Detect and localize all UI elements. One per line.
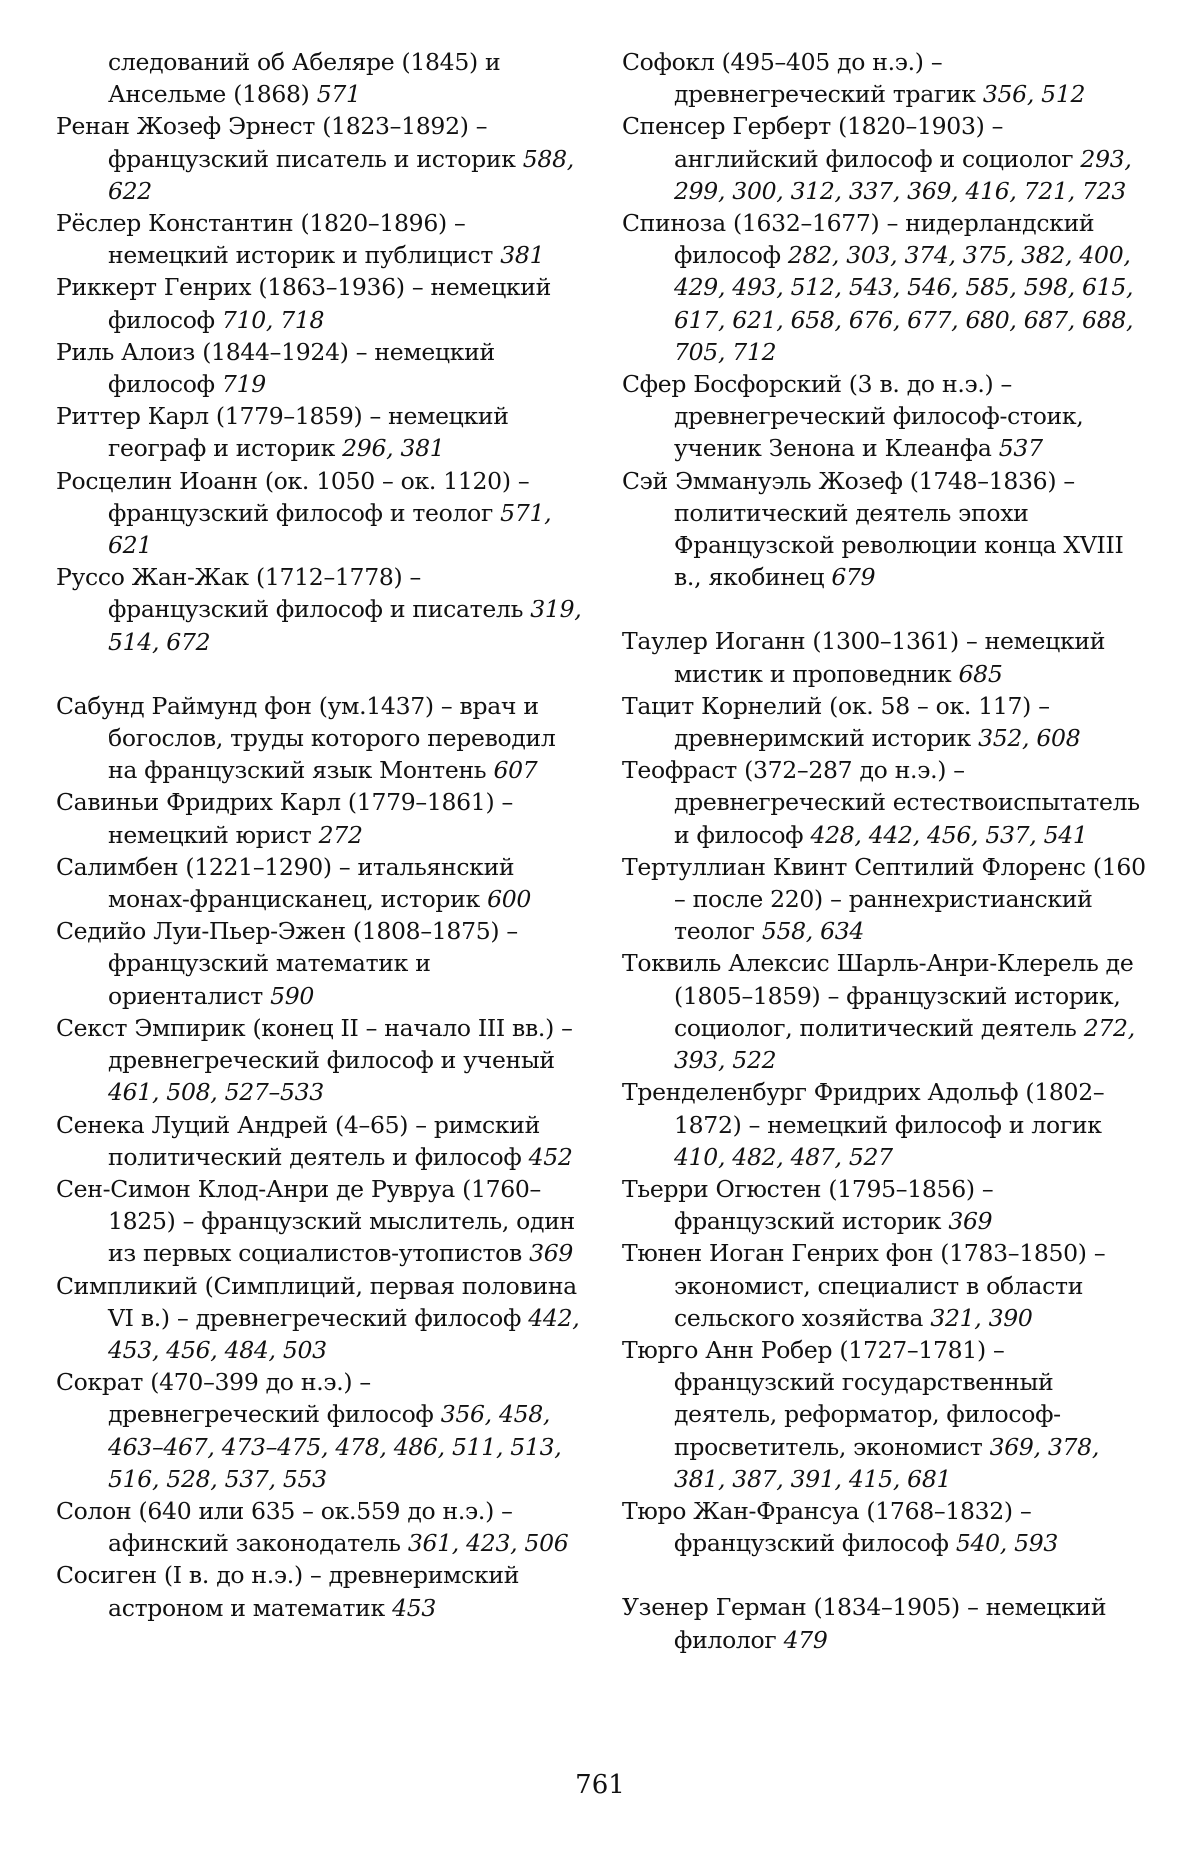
index-entry-text: Сен-Симон Клод-Анри де Рувруа (1760–1825) – французский мыслитель, один из первых социалистов-утопистов [56,1174,575,1268]
index-entry [622,1173,1148,1237]
index-entry-text: следований об Абеляре (1845) и Ансельме (1868) [108,48,501,109]
index-entry-pages: 607 [493,756,538,785]
index-entry-pages: 356, 512 [982,80,1086,109]
index-entry-pages: 321, 390 [930,1303,1033,1332]
index-entry [56,786,584,850]
index-entry-text: Спиноза (1632–1677) – нидерландский философ [622,209,1095,270]
index-entry-text: Ренан Жозеф Эрнест (1823–1892) – французский писатель и историк [56,112,516,173]
index-entry-pages: 319, 514, 672 [108,595,582,656]
index-entry-pages: 369, 378, 381, 387, 391, 415, 681 [674,1432,1099,1493]
index-entry [56,207,584,271]
index-entry-pages: 272 [318,820,363,849]
index-entry [56,915,584,1012]
index-entry [56,1270,584,1367]
index-entry [622,947,1148,1076]
index-column-left [56,46,584,1624]
index-entry [56,1173,584,1270]
index-entry-text: Сократ (470–399 до н.э.) – древнегреческий философ [56,1368,434,1429]
page-number: 761 [575,1770,625,1800]
index-entry [622,690,1148,754]
index-entry [622,1076,1148,1173]
index-entry-text: Токвиль Алексис Шарль-Анри-Клерель де (1805–1859) – французский историк, социолог, политический деятель [622,949,1134,1042]
section-gap [622,1559,1148,1591]
index-entry-text: Тюрго Анн Робер (1727–1781) – французский государственный деятель, реформатор, философ-просветитель, экономист [622,1335,1061,1461]
index-entry-text: Сабунд Раймунд фон (ум.1437) – врач и богослов, труды которого переводил на французский язык Монтень [56,691,556,785]
index-entry-pages: 410, 482, 487, 527 [674,1142,893,1171]
index-entry-text: Секст Эмпирик (конец II – начало III вв.) – древнегреческий философ и ученый [56,1013,573,1075]
index-entry-pages: 381 [500,241,545,270]
index-entry-text: Узенер Герман (1834–1905) – немецкий филолог [622,1593,1107,1654]
index-entry [56,271,584,335]
index-entry [56,465,584,562]
index-entry [56,690,584,787]
index-entry [56,1012,584,1109]
index-entry-text: Тюнен Иоган Генрих фон (1783–1850) – экономист, специалист в области сельского хозяйства [622,1239,1106,1332]
index-entry-pages: 590 [270,981,315,1010]
index-entry-text: Сфер Босфорский (3 в. до н.э.) – древнегреческий философ-стоик, ученик Зенона и Клеанфа [622,370,1084,463]
index-entry-text: Тюро Жан-Франсуа (1768–1832) – французский философ [622,1496,1032,1558]
index-entry-pages: 428, 442, 456, 537, 541 [810,820,1088,849]
index-entry [56,1495,584,1559]
index-entry-pages: 571 [316,80,361,109]
index-entry [56,336,584,400]
index-entry-pages: 453 [392,1593,437,1622]
index-entry-text: Симпликий (Симплиций, первая половина VI в.) – древнегреческий философ [56,1271,577,1332]
index-entry-pages: 452 [528,1142,573,1171]
index-entry-text: Тертуллиан Квинт Септилий Флоренс (160 – после 220) – раннехристианский теолог [622,852,1146,946]
index-entry-text: Тьерри Огюстен (1795–1856) – французский историк [622,1174,994,1236]
index-entry-pages: 461, 508, 527–533 [108,1078,324,1107]
index-entry-text: Рёслер Константин (1820–1896) – немецкий историк и публицист [56,209,494,270]
index-entry [56,400,584,464]
index-entry-pages: 293, 299, 300, 312, 337, 369, 416, 721, 723 [674,144,1132,205]
index-entry-text: Росцелин Иоанн (ок. 1050 – ок. 1120) – французский философ и теолог [56,466,530,527]
section-gap [622,593,1148,625]
index-entry-text: Сэй Эммануэль Жозеф (1748–1836) – политический деятель эпохи Французской революции конца XVIII в., якобинец [622,466,1124,592]
index-entry-pages: 361, 423, 506 [407,1529,569,1558]
index-entry-pages: 719 [221,370,266,399]
index-entry-text: Тацит Корнелий (ок. 58 – ок. 117) – древнеримский историк [622,691,1050,753]
index-entry [56,561,584,658]
index-entry-pages: 479 [783,1625,828,1654]
index-entry-pages: 369 [948,1207,993,1236]
index-entry [622,754,1148,851]
index-entry-pages: 272, 393, 522 [674,1013,1135,1075]
index-entry-text: Риттер Карл (1779–1859) – немецкий географ и историк [56,402,509,463]
index-entry-text: Теофраст (372–287 до н.э.) – древнегреческий естествоиспытатель и философ [622,756,1140,849]
index-entry [622,1591,1148,1655]
index-entry [622,110,1148,207]
index-entry-pages: 442, 453, 456, 484, 503 [108,1303,580,1364]
index-entry [622,1237,1148,1334]
index-entry-text: Сенека Луций Андрей (4–65) – римский политический деятель и философ [56,1110,540,1171]
index-entry-text: Риль Алоиз (1844–1924) – немецкий философ [56,337,495,399]
index-entry [56,110,584,207]
index-entry [622,207,1148,368]
index-entry [622,1334,1148,1495]
index-entry-text: Таулер Иоганн (1300–1361) – немецкий мистик и проповедник [622,627,1106,688]
index-entry [56,46,584,110]
index-column-right [622,46,1148,1656]
index-entry-text: Тренделенбург Фридрих Адольф (1802–1872) – немецкий философ и логик [622,1078,1105,1139]
index-entry [622,851,1148,948]
index-entry [56,1559,584,1623]
index-entry [56,851,584,915]
index-entry-text: Савиньи Фридрих Карл (1779–1861) – немецкий юрист [56,788,513,849]
index-entry [622,46,1148,110]
index-entry [622,465,1148,594]
index-entry-pages: 369 [529,1239,574,1268]
index-entry-pages: 588, 622 [108,144,574,205]
index-entry [622,1495,1148,1559]
index-entry-text: Спенсер Герберт (1820–1903) – английский философ и социолог [622,112,1074,173]
index-entry-pages: 571, 621 [108,498,552,560]
index-entry-text: Солон (640 или 635 – ок.559 до н.э.) – афинский законодатель [56,1496,513,1558]
index-entry-text: Риккерт Генрих (1863–1936) – немецкий философ [56,273,551,334]
section-gap [56,658,584,690]
index-entry [56,1366,584,1495]
index-entry-pages: 710, 718 [221,305,325,334]
index-entry [56,1109,584,1173]
index-entry [622,368,1148,465]
index-entry-pages: 356, 458, 463–467, 473–475, 478, 486, 511, 513, 516, 528, 537, 553 [108,1400,562,1493]
index-entry-pages: 537 [998,434,1043,463]
index-entry-pages: 679 [831,563,876,592]
index-entry-pages: 282, 303, 374, 375, 382, 400, 429, 493, 512, 543, 546, 585, 598, 615, 617, 621, 658, 676, 677, 680, 687, 688, 705, 712 [674,241,1134,366]
index-entry-text: Сосиген (I в. до н.э.) – древнеримский астроном и математик [56,1561,520,1622]
index-entry-pages: 352, 608 [978,724,1081,753]
index-entry [622,625,1148,689]
index-entry-pages: 296, 381 [342,434,445,463]
index-entry-pages: 600 [487,885,532,914]
index-entry-pages: 558, 634 [761,917,865,946]
index-entry-pages: 540, 593 [955,1529,1059,1558]
index-entry-text: Седийо Луи-Пьер-Эжен (1808–1875) – французский математик и ориенталист [56,917,518,1010]
index-entry-text: Салимбен (1221–1290) – итальянский монах-францисканец, историк [56,852,515,914]
index-entry-text: Софокл (495–405 до н.э.) – древнегреческий трагик [622,48,976,109]
index-entry-pages: 685 [958,659,1003,688]
index-entry-text: Руссо Жан-Жак (1712–1778) – французский философ и писатель [56,563,524,624]
